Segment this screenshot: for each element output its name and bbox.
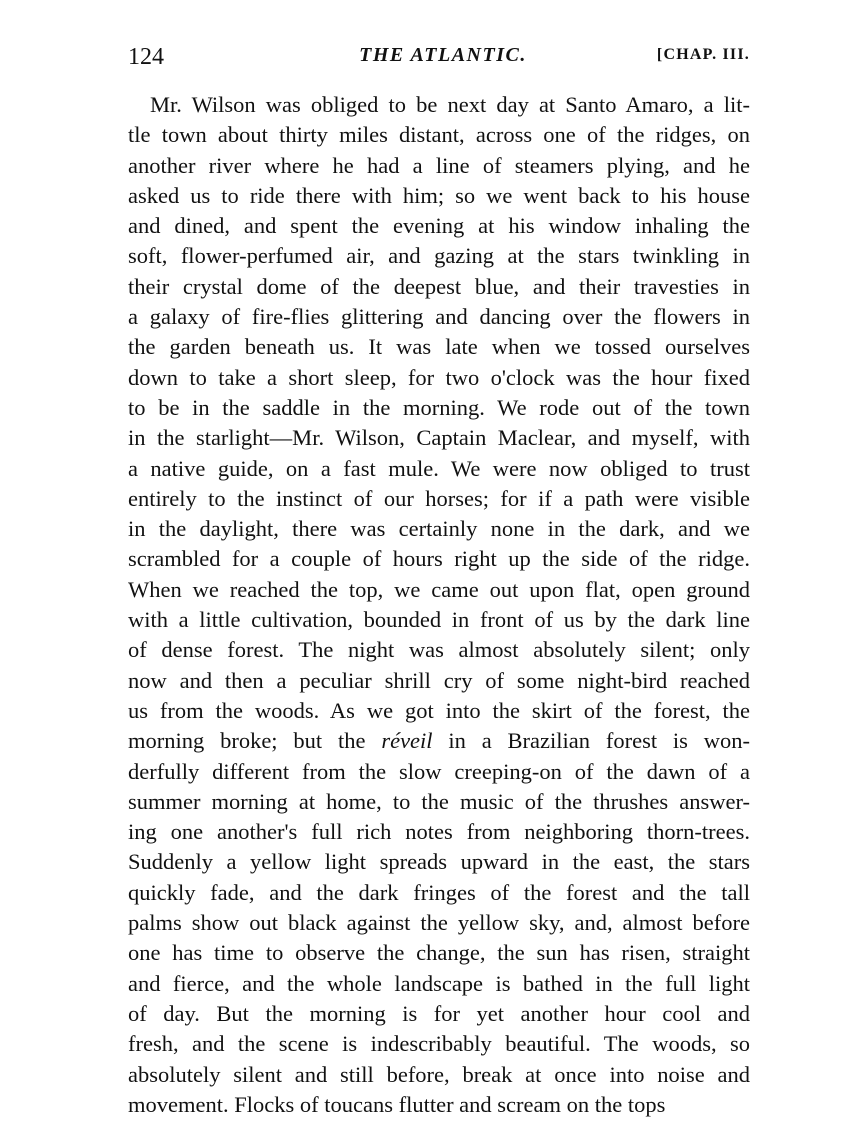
text-line: a native guide, on a fast mule. We were now obliged to trust	[128, 455, 750, 481]
text-line: and dined, and spent the evening at his window inhaling the	[128, 213, 750, 239]
text-line: down to take a short sleep, for two o'clock was the hour fixed	[128, 364, 750, 390]
text-line: movement. Flocks of toucans flutter and scream on the tops	[128, 1091, 666, 1117]
text-line: with a little cultivation, bounded in front of us by the dark line	[128, 607, 750, 633]
text-line: fresh, and the scene is indescribably beautiful. The woods, so	[128, 1031, 750, 1057]
text-line: of dense forest. The night was almost absolutely silent; only	[128, 637, 750, 663]
text-line: one has time to observe the change, the sun has risen, straight	[128, 940, 750, 966]
text-line: morning broke; but the réveil in a Brazilian forest is won-	[128, 728, 751, 754]
chapter-reference: [CHAP. III.	[656, 46, 750, 63]
italic-word: réveil	[381, 728, 433, 754]
text-line: a galaxy of fire-flies glittering and dancing over the flowers in	[128, 304, 750, 330]
text-line: tle town about thirty miles distant, across one of the ridges, on	[128, 122, 750, 148]
running-title: THE ATLANTIC.	[359, 44, 527, 66]
text-line: and fierce, and the whole landscape is bathed in the full light	[128, 970, 750, 996]
text-line: Suddenly a yellow light spreads upward in the east, the stars	[128, 849, 750, 875]
text-line: us from the woods. As we got into the skirt of the forest, the	[128, 697, 750, 723]
text-line: in the daylight, there was certainly none in the dark, and we	[128, 516, 750, 542]
text-line: When we reached the top, we came out upon flat, open ground	[128, 576, 750, 602]
text-line: another river where he had a line of steamers plying, and he	[128, 152, 750, 178]
text-line: absolutely silent and still before, break at once into noise and	[128, 1061, 750, 1087]
body-text	[128, 90, 750, 1120]
text-line: to be in the saddle in the morning. We rode out of the town	[128, 394, 750, 420]
text-line: their crystal dome of the deepest blue, and their travesties in	[128, 273, 750, 299]
text-line: in the starlight—Mr. Wilson, Captain Maclear, and myself, with	[128, 425, 750, 451]
text-line: the garden beneath us. It was late when we tossed ourselves	[128, 334, 750, 360]
text-line: palms show out black against the yellow sky, and, almost before	[128, 910, 750, 936]
text-line: soft, flower-perfumed air, and gazing at the stars twinkling in	[128, 243, 750, 269]
text-line: quickly fade, and the dark fringes of the forest and the tall	[128, 879, 750, 905]
page-number: 124	[128, 44, 164, 70]
text-line: derfully different from the slow creeping-on of the dawn of a	[128, 758, 750, 784]
text-line: Mr. Wilson was obliged to be next day at Santo Amaro, a lit-	[150, 92, 750, 117]
text-line: entirely to the instinct of our horses; for if a path were visible	[128, 485, 750, 511]
text-line: now and then a peculiar shrill cry of some night-bird reached	[128, 667, 750, 693]
text-line: ing one another's full rich notes from neighboring thorn-trees.	[128, 819, 750, 845]
text-line: summer morning at home, to the music of the thrushes answer-	[128, 788, 750, 814]
text-line: scrambled for a couple of hours right up the side of the ridge.	[128, 546, 750, 572]
running-head	[128, 44, 750, 74]
text-line: of day. But the morning is for yet another hour cool and	[128, 1000, 750, 1026]
text-line: asked us to ride there with him; so we went back to his house	[128, 182, 750, 208]
